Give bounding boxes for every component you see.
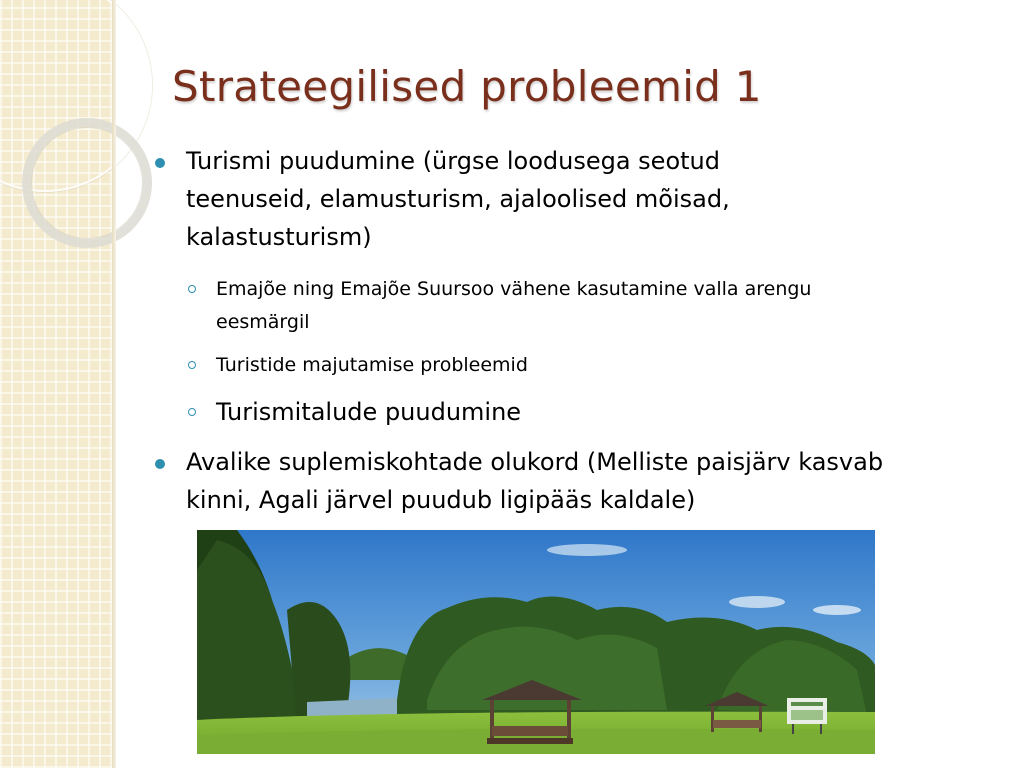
subbullet-3-text: Turismitalude puudumine — [216, 398, 522, 426]
slide-title: Strateegilised probleemid 1 — [172, 62, 762, 111]
subbullet-circle-icon — [188, 285, 196, 293]
bullet-dot-icon — [155, 158, 165, 168]
lake-park-photo — [197, 530, 875, 754]
bullet-dot-icon — [155, 459, 165, 469]
subbullet-1-text: Emajõe ning Emajõe Suursoo vähene kasutamine valla arengu eesmärgil — [216, 278, 812, 333]
panel-edge — [112, 0, 116, 768]
subbullet-circle-icon — [188, 408, 196, 416]
bullet-1-text: Turismi puudumine (ürgse loodusega seotud teenuseid, elamusturism, ajaloolised mõisad, kalastusturism) — [186, 147, 730, 251]
decorative-side-panel — [0, 0, 112, 768]
decorative-ring-small — [22, 118, 152, 248]
subbullet-circle-icon — [188, 361, 196, 369]
bullet-2-text: Avalike suplemiskohtade olukord (Melliste paisjärv kasvab kinni, Agali järvel puudub ligipääs kaldale) — [186, 448, 884, 514]
subbullet-2-text: Turistide majutamise probleemid — [216, 354, 528, 376]
